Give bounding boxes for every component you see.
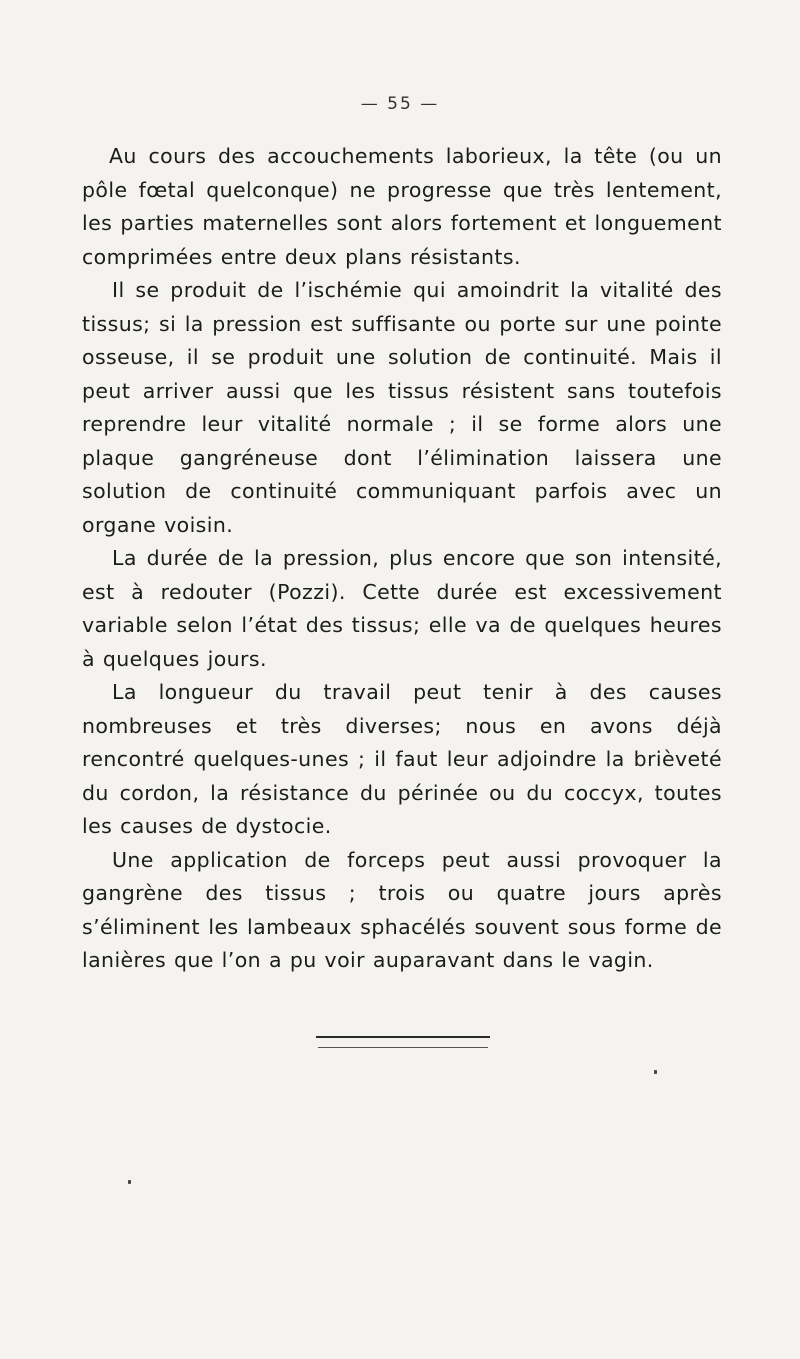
page-number: — 55 — <box>360 94 440 114</box>
paragraph: Une application de forceps peut aussi provoquer la gangrène des tissus ; trois ou quatre jours après s’éliminent les lambeaux sphacélés souvent sous forme de lanières que l’on a pu voir auparavant dans le vagin. <box>82 847 722 972</box>
paragraph: La durée de la pression, plus encore que son intensité, est à redouter (Pozzi). Cette durée est excessivement variable selon l’état des tissus; elle va de quelques heures à quelques jours. <box>82 546 722 671</box>
section-divider-underline <box>318 1047 488 1048</box>
print-speck <box>654 1070 657 1074</box>
print-speck <box>128 1180 131 1184</box>
body-text <box>82 140 722 978</box>
paragraph: Il se produit de l’ischémie qui amoindrit la vitalité des tissus; si la pression est suffisante ou porte sur une pointe osseuse, il se produit une solution de continuité. Mais il peut arriver aussi que les tissus résistent sans toutefois reprendre leur vitalité normale ; il se forme alors une plaque gangréneuse dont l’élimination laissera une solution de continuité communiquant parfois avec un organe voisin. <box>82 278 722 537</box>
section-divider <box>316 1036 490 1038</box>
paragraph: La longueur du travail peut tenir à des causes nombreuses et très diverses; nous en avons déjà rencontré quelques-unes ; il faut leur adjoindre la brièveté du cordon, la résistance du périnée ou du coccyx, toutes les causes de dystocie. <box>82 680 722 838</box>
paragraph: Au cours des accouchements laborieux, la tête (ou un pôle fœtal quelconque) ne progresse que très lentement, les parties maternelles sont alors fortement et longuement comprimées entre deux plans résistants. <box>82 144 722 269</box>
